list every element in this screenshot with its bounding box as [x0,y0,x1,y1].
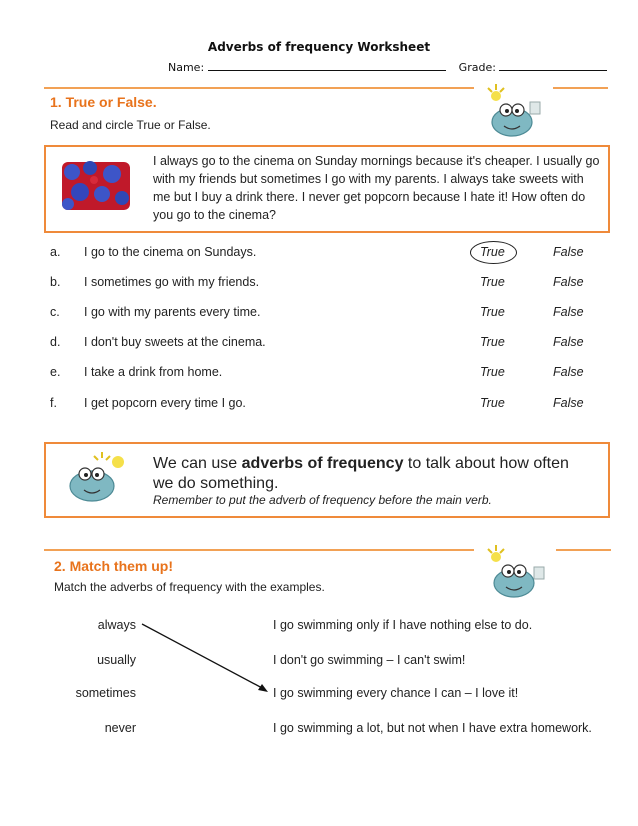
true-option[interactable]: True [480,335,505,349]
section2-instruction: Match the adverbs of frequency with the examples. [54,580,325,594]
question-letter: f. [50,396,57,410]
true-option[interactable]: True [480,245,505,259]
name-label: Name: [168,61,205,74]
false-option[interactable]: False [553,245,584,259]
question-letter: a. [50,245,61,259]
question-letter: c. [50,305,60,319]
true-option[interactable]: True [480,396,505,410]
match-arrow-line [142,624,264,689]
question-text: I go with my parents every time. [84,305,261,319]
info-line1-pre: We can use [153,455,242,472]
match-adverb[interactable]: always [97,618,136,632]
match-adverb[interactable]: sometimes [75,686,136,700]
true-option[interactable]: True [480,275,505,289]
reading-passage: I always go to the cinema on Sunday mornings because it's cheaper. I usually go with my friends but sometimes I go with my parents. I always take sweets with me but I buy a drink there. I never get popcorn because I hate it! How often do you go to the cinema? [153,154,600,222]
question-text: I take a drink from home. [84,365,223,379]
section1-heading: 1. True or False. [50,94,157,110]
match-adverb[interactable]: never [104,721,136,735]
match-adverb[interactable]: usually [97,653,136,667]
false-option[interactable]: False [553,305,584,319]
section1-instruction: Read and circle True or False. [50,118,211,132]
true-option[interactable]: True [480,305,505,319]
question-letter: b. [50,275,61,289]
false-option[interactable]: False [553,396,584,410]
question-text: I sometimes go with my friends. [84,275,260,289]
info-note: Remember to put the adverb of frequency before the main verb. [153,493,492,507]
info-line1-post: to talk about how often [403,455,569,472]
question-text: I don't buy sweets at the cinema. [84,335,266,349]
question-text: I get popcorn every time I go. [84,396,246,410]
false-option[interactable]: False [553,275,584,289]
info-line1-bold: adverbs of frequency [241,455,404,472]
question-letter: e. [50,365,61,379]
worksheet-title: Adverbs of frequency Worksheet [207,40,431,54]
match-example[interactable]: I don't go swimming – I can't swim! [273,653,466,667]
match-example[interactable]: I go swimming only if I have nothing else to do. [273,618,533,632]
true-option[interactable]: True [480,365,505,379]
arrow-head-icon [258,684,268,692]
question-letter: d. [50,335,61,349]
match-example[interactable]: I go swimming a lot, but not when I have extra homework. [273,721,592,735]
false-option[interactable]: False [553,335,584,349]
match-example[interactable]: I go swimming every chance I can – I love it! [273,686,519,700]
false-option[interactable]: False [553,365,584,379]
section2-heading: 2. Match them up! [54,558,174,574]
grade-label: Grade: [458,61,496,74]
info-line2: we do something. [153,475,279,492]
question-text: I go to the cinema on Sundays. [84,245,257,259]
